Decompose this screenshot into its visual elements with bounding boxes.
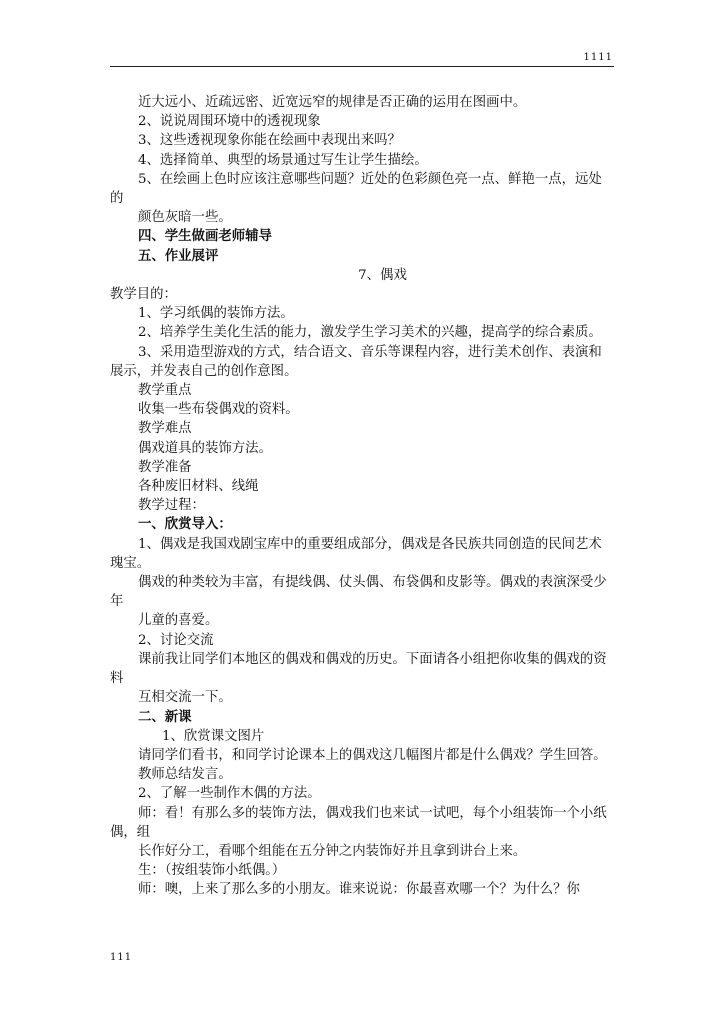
- text-line: 师：噢，上来了那么多的小朋友。谁来说说：你最喜欢哪一个？为什么？你: [138, 882, 580, 898]
- text-line: 1、偶戏是我国戏剧宝库中的重要组成部分，偶戏是各民族共同创造的民间艺术瑰宝。: [110, 536, 602, 571]
- text-line: 3、这些透视现象你能在绘画中表现出来吗？: [138, 133, 401, 149]
- text-line: 教学重点: [138, 383, 192, 399]
- text-line: 2、了解一些制作木偶的方法。: [138, 786, 321, 802]
- text-line: 各种废旧材料、线绳: [138, 479, 259, 495]
- text-line: 教学准备: [138, 459, 192, 475]
- text-line: 教学难点: [138, 421, 192, 437]
- text-line: 互相交流一下。: [138, 690, 232, 706]
- text-line: 1、学习纸偶的装饰方法。: [138, 306, 294, 322]
- text-line: 教学过程：: [138, 498, 205, 514]
- text-line: 教学目的：: [110, 287, 177, 303]
- text-line: 儿童的喜爱。: [138, 613, 219, 629]
- section-heading: 二、新课: [138, 708, 192, 725]
- text-line: 近大远小、近疏远密、近宽远窄的规律是否正确的运用在图画中。: [138, 95, 527, 110]
- text-line: 1、欣赏课文图片: [162, 728, 265, 744]
- header-divider: [110, 66, 614, 67]
- section-heading: 五、作业展评: [138, 247, 219, 264]
- text-line: 教师总结发言。: [138, 767, 232, 783]
- text-line: 生：（按组装饰小纸偶。）: [138, 863, 286, 879]
- text-line: 偶戏的种类较为丰富，有提线偶、仗头偶、布袋偶和皮影等。偶戏的表演深受少年: [110, 575, 607, 610]
- text-line: 长作好分工，看哪个组能在五分钟之内装饰好并且拿到讲台上来。: [138, 843, 527, 859]
- text-line: 请同学们看书，和同学讨论课本上的偶戏这几幅图片都是什么偶戏？学生回答。: [138, 747, 607, 763]
- document-body: [110, 93, 615, 900]
- text-line: 课前我让同学们本地区的偶戏和偶戏的历史。下面请各小组把你收集的偶戏的资料: [110, 651, 607, 687]
- text-line: 师：看！有那么多的装饰方法，偶戏我们也来试一试吧，每个小组装饰一个小纸偶，组: [110, 805, 607, 840]
- text-line: 偶戏道具的装饰方法。: [138, 440, 272, 456]
- lesson-title: 7、偶戏: [358, 267, 407, 283]
- text-line: 颜色灰暗一些。: [138, 210, 232, 226]
- text-line: 4、选择简单、典型的场景通过写生让学生描绘。: [138, 152, 428, 168]
- text-line: 2、培养学生美化生活的能力，激发学生学习美术的兴趣，提高学的综合素质。: [138, 325, 602, 341]
- header-page-number: 1111: [583, 52, 613, 63]
- section-heading: 四、学生做画老师辅导: [138, 228, 272, 245]
- text-line: 3、采用造型游戏的方式，结合语文、音乐等课程内容，进行美术创作、表演和展示，并发表自己的创作意图。: [110, 344, 602, 379]
- section-heading: 一、欣赏导入：: [138, 516, 232, 533]
- text-line: 5、在绘画上色时应该注意哪些问题？近处的色彩颜色亮一点、鲜艳一点，远处的: [110, 171, 602, 207]
- text-line: 收集一些布袋偶戏的资料。: [138, 402, 299, 418]
- footer-page-number: 111: [110, 952, 133, 963]
- text-line: 2、说说周围环境中的透视现象: [138, 114, 321, 130]
- text-line: 2、讨论交流: [138, 632, 214, 648]
